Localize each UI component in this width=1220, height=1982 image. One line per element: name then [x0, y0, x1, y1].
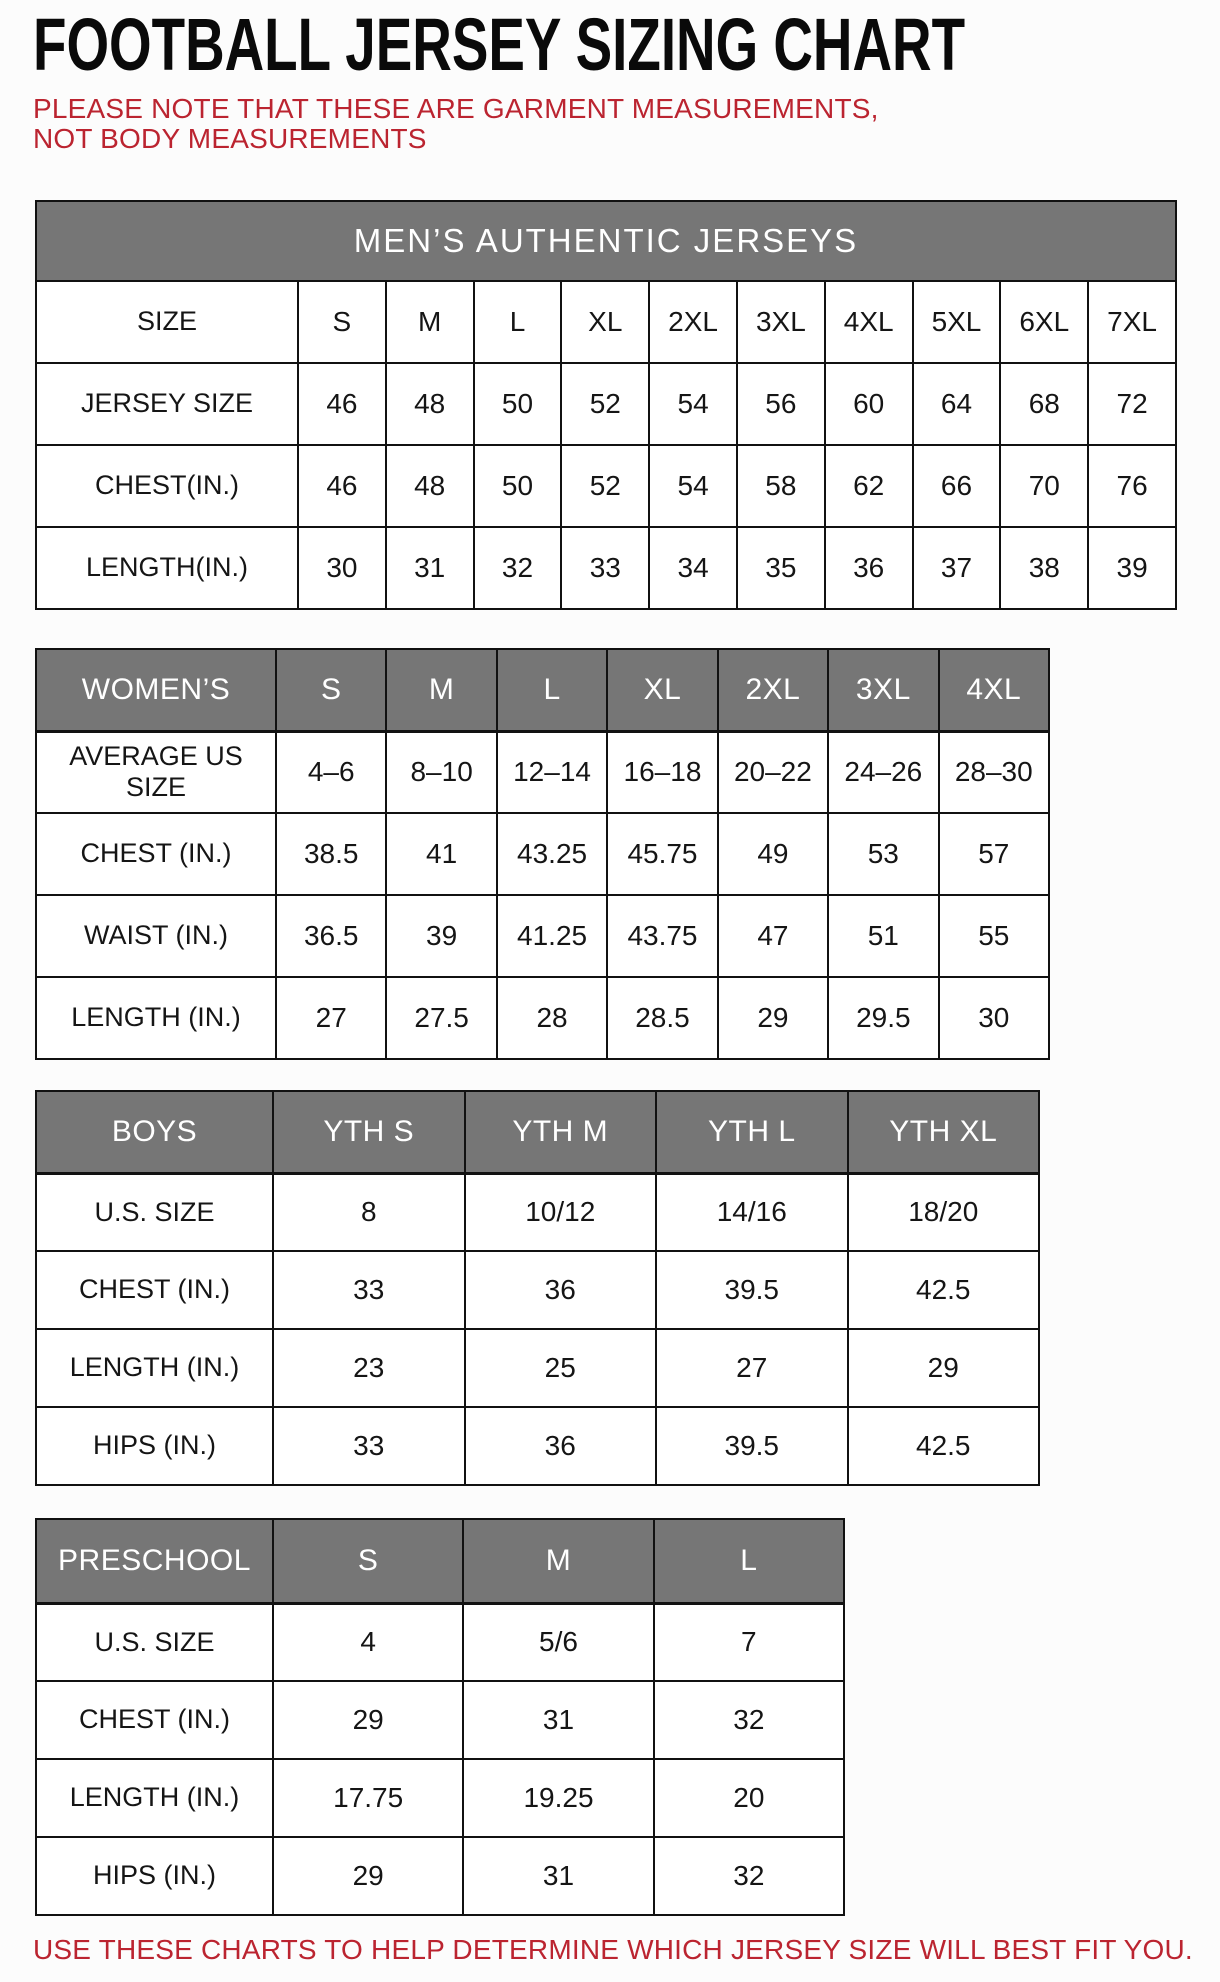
- womens-value-cell: 28–30: [939, 731, 1049, 813]
- mens-value-cell: 46: [298, 363, 386, 445]
- boys-value-cell: 14/16: [656, 1173, 848, 1251]
- boys-value-cell: 10/12: [465, 1173, 657, 1251]
- preschool-value-cell: 29: [273, 1837, 463, 1915]
- womens-value-cell: 49: [718, 813, 828, 895]
- boys-value-cell: 36: [465, 1251, 657, 1329]
- mens-value-cell: 52: [561, 363, 649, 445]
- boys-row-label: HIPS (IN.): [36, 1407, 273, 1485]
- mens-value-cell: 50: [474, 363, 562, 445]
- mens-value-cell: 72: [1088, 363, 1176, 445]
- womens-col-header: M: [386, 649, 496, 731]
- mens-value-cell: 52: [561, 445, 649, 527]
- womens-value-cell: 27: [276, 977, 386, 1059]
- boys-sizing-table: [35, 1090, 1040, 1486]
- boys-col-header: YTH S: [273, 1091, 465, 1173]
- mens-value-cell: 68: [1000, 363, 1088, 445]
- womens-value-cell: 28: [497, 977, 607, 1059]
- mens-row-label: LENGTH(IN.): [36, 527, 298, 609]
- mens-value-cell: 70: [1000, 445, 1088, 527]
- preschool-col-header: M: [463, 1519, 653, 1603]
- womens-col-header: 2XL: [718, 649, 828, 731]
- boys-value-cell: 8: [273, 1173, 465, 1251]
- womens-value-cell: 53: [828, 813, 938, 895]
- mens-value-cell: 66: [913, 445, 1001, 527]
- mens-value-cell: M: [386, 281, 474, 363]
- garment-measurements-note: PLEASE NOTE THAT THESE ARE GARMENT MEASUREMENTS, NOT BODY MEASUREMENTS: [33, 93, 879, 154]
- womens-row-label: WAIST (IN.): [36, 895, 276, 977]
- preschool-value-cell: 29: [273, 1681, 463, 1759]
- boys-value-cell: 39.5: [656, 1407, 848, 1485]
- boys-row-label: CHEST (IN.): [36, 1251, 273, 1329]
- mens-authentic-jerseys-table: [35, 200, 1177, 610]
- mens-value-cell: 58: [737, 445, 825, 527]
- womens-value-cell: 43.25: [497, 813, 607, 895]
- mens-value-cell: 76: [1088, 445, 1176, 527]
- mens-value-cell: 3XL: [737, 281, 825, 363]
- mens-value-cell: 64: [913, 363, 1001, 445]
- boys-col-header: YTH L: [656, 1091, 848, 1173]
- mens-value-cell: 2XL: [649, 281, 737, 363]
- mens-value-cell: 4XL: [825, 281, 913, 363]
- preschool-value-cell: 31: [463, 1681, 653, 1759]
- boys-row-label: U.S. SIZE: [36, 1173, 273, 1251]
- preschool-col-header: L: [654, 1519, 844, 1603]
- womens-value-cell: 8–10: [386, 731, 496, 813]
- mens-value-cell: 62: [825, 445, 913, 527]
- mens-banner: MEN’S AUTHENTIC JERSEYS: [36, 201, 1176, 281]
- womens-col-header: 3XL: [828, 649, 938, 731]
- mens-value-cell: 39: [1088, 527, 1176, 609]
- preschool-header-label: PRESCHOOL: [36, 1519, 273, 1603]
- mens-value-cell: 31: [386, 527, 474, 609]
- mens-row-label: SIZE: [36, 281, 298, 363]
- boys-value-cell: 23: [273, 1329, 465, 1407]
- mens-value-cell: 54: [649, 445, 737, 527]
- womens-sizing-table: [35, 648, 1050, 1060]
- womens-col-header: 4XL: [939, 649, 1049, 731]
- mens-value-cell: 60: [825, 363, 913, 445]
- womens-col-header: L: [497, 649, 607, 731]
- fit-guidance-note: USE THESE CHARTS TO HELP DETERMINE WHICH JERSEY SIZE WILL BEST FIT YOU.: [33, 1934, 1193, 1965]
- preschool-row-label: LENGTH (IN.): [36, 1759, 273, 1837]
- sizing-chart-page: [0, 3, 1220, 1966]
- boys-header-label: BOYS: [36, 1091, 273, 1173]
- mens-row-label: JERSEY SIZE: [36, 363, 298, 445]
- womens-value-cell: 57: [939, 813, 1049, 895]
- page-title: FOOTBALL JERSEY SIZING CHART: [33, 3, 966, 86]
- mens-value-cell: 36: [825, 527, 913, 609]
- preschool-sizing-table: [35, 1518, 845, 1916]
- preschool-col-header: S: [273, 1519, 463, 1603]
- womens-value-cell: 12–14: [497, 731, 607, 813]
- womens-row-label: AVERAGE US SIZE: [36, 731, 276, 813]
- womens-value-cell: 29.5: [828, 977, 938, 1059]
- mens-value-cell: 32: [474, 527, 562, 609]
- womens-value-cell: 36.5: [276, 895, 386, 977]
- womens-header-label: WOMEN’S: [36, 649, 276, 731]
- mens-value-cell: 7XL: [1088, 281, 1176, 363]
- boys-value-cell: 42.5: [848, 1251, 1040, 1329]
- boys-col-header: YTH XL: [848, 1091, 1040, 1173]
- boys-row-label: LENGTH (IN.): [36, 1329, 273, 1407]
- mens-value-cell: 50: [474, 445, 562, 527]
- boys-value-cell: 27: [656, 1329, 848, 1407]
- mens-value-cell: 5XL: [913, 281, 1001, 363]
- womens-value-cell: 20–22: [718, 731, 828, 813]
- womens-value-cell: 45.75: [607, 813, 717, 895]
- preschool-value-cell: 17.75: [273, 1759, 463, 1837]
- preschool-row-label: HIPS (IN.): [36, 1837, 273, 1915]
- womens-value-cell: 41: [386, 813, 496, 895]
- boys-value-cell: 33: [273, 1251, 465, 1329]
- womens-value-cell: 29: [718, 977, 828, 1059]
- womens-value-cell: 27.5: [386, 977, 496, 1059]
- preschool-value-cell: 32: [654, 1837, 844, 1915]
- boys-col-header: YTH M: [465, 1091, 657, 1173]
- boys-value-cell: 18/20: [848, 1173, 1040, 1251]
- mens-value-cell: 33: [561, 527, 649, 609]
- mens-value-cell: 35: [737, 527, 825, 609]
- womens-value-cell: 51: [828, 895, 938, 977]
- mens-value-cell: 34: [649, 527, 737, 609]
- mens-value-cell: 48: [386, 445, 474, 527]
- womens-value-cell: 47: [718, 895, 828, 977]
- womens-value-cell: 28.5: [607, 977, 717, 1059]
- womens-value-cell: 30: [939, 977, 1049, 1059]
- womens-value-cell: 39: [386, 895, 496, 977]
- womens-col-header: XL: [607, 649, 717, 731]
- womens-value-cell: 43.75: [607, 895, 717, 977]
- preschool-value-cell: 32: [654, 1681, 844, 1759]
- mens-value-cell: 48: [386, 363, 474, 445]
- preschool-row-label: U.S. SIZE: [36, 1603, 273, 1681]
- mens-value-cell: 30: [298, 527, 386, 609]
- mens-value-cell: 56: [737, 363, 825, 445]
- womens-row-label: CHEST (IN.): [36, 813, 276, 895]
- womens-value-cell: 4–6: [276, 731, 386, 813]
- womens-value-cell: 24–26: [828, 731, 938, 813]
- mens-value-cell: 46: [298, 445, 386, 527]
- preschool-value-cell: 4: [273, 1603, 463, 1681]
- preschool-row-label: CHEST (IN.): [36, 1681, 273, 1759]
- womens-value-cell: 41.25: [497, 895, 607, 977]
- womens-col-header: S: [276, 649, 386, 731]
- boys-value-cell: 42.5: [848, 1407, 1040, 1485]
- womens-row-label: LENGTH (IN.): [36, 977, 276, 1059]
- boys-value-cell: 33: [273, 1407, 465, 1485]
- preschool-value-cell: 31: [463, 1837, 653, 1915]
- mens-value-cell: 6XL: [1000, 281, 1088, 363]
- boys-value-cell: 29: [848, 1329, 1040, 1407]
- boys-value-cell: 36: [465, 1407, 657, 1485]
- mens-value-cell: L: [474, 281, 562, 363]
- mens-value-cell: S: [298, 281, 386, 363]
- mens-value-cell: XL: [561, 281, 649, 363]
- womens-value-cell: 38.5: [276, 813, 386, 895]
- mens-value-cell: 37: [913, 527, 1001, 609]
- preschool-value-cell: 19.25: [463, 1759, 653, 1837]
- womens-value-cell: 16–18: [607, 731, 717, 813]
- boys-value-cell: 25: [465, 1329, 657, 1407]
- preschool-value-cell: 20: [654, 1759, 844, 1837]
- boys-value-cell: 39.5: [656, 1251, 848, 1329]
- mens-row-label: CHEST(IN.): [36, 445, 298, 527]
- preschool-value-cell: 5/6: [463, 1603, 653, 1681]
- preschool-value-cell: 7: [654, 1603, 844, 1681]
- mens-value-cell: 38: [1000, 527, 1088, 609]
- mens-value-cell: 54: [649, 363, 737, 445]
- womens-value-cell: 55: [939, 895, 1049, 977]
